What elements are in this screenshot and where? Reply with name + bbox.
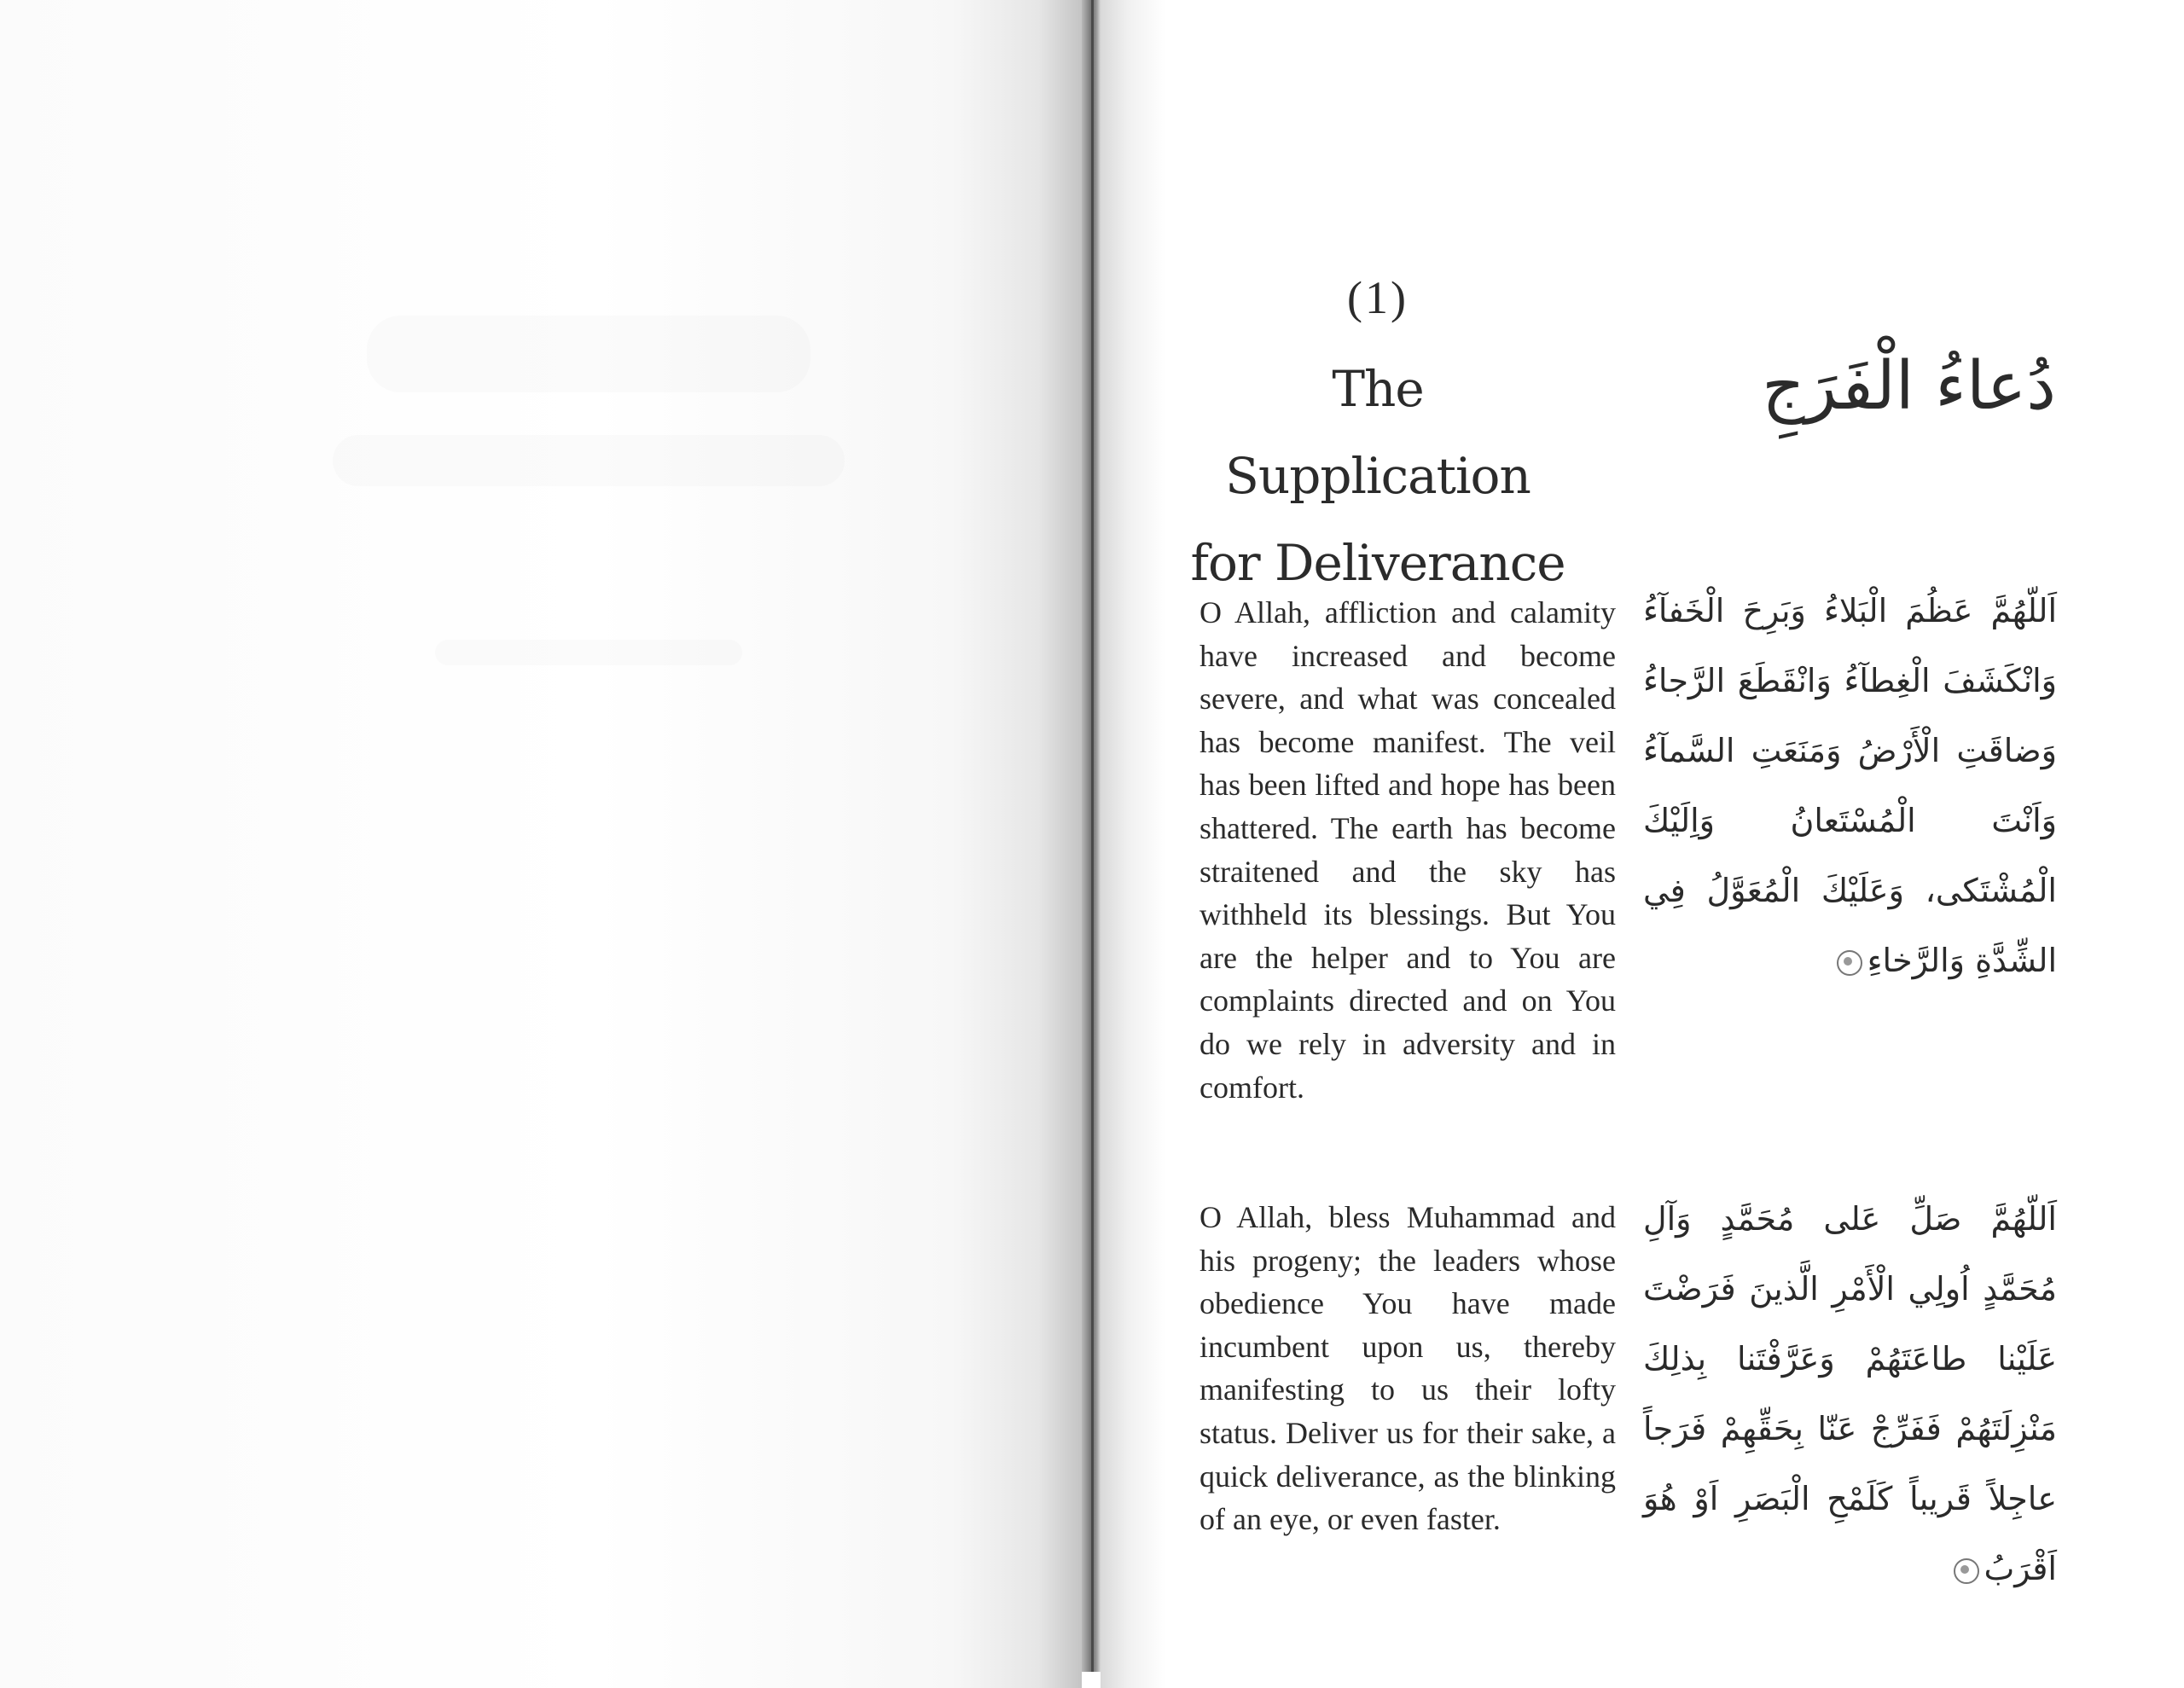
arabic-paragraph-2-text: اَللّهُمَّ صَلِّ عَلى مُحَمَّدٍ وَآلِ مُحَمَّدٍ اُولِي الْأَمْرِ الَّذينَ فَرَضْتَ عَلَيْنا طاعَتَهُمْ وَعَرَّفْتَنا بِذلِكَ مَنْزِلَتَهُمْ فَفَرِّجْ عَنّا بِحَقِّهِمْ فَرَجاً عاجِلاً قَريباً كَلَمْحِ الْبَصَرِ اَوْ هُوَ اَقْرَبُ	[1643, 1200, 2057, 1587]
title-english	[1182, 345, 1574, 606]
gutter-line	[1091, 0, 1094, 1672]
arabic-paragraph-2	[1643, 1184, 2057, 1604]
english-paragraph-2: O Allah, bless Muhammad and his progeny; the leaders whose obedience You have made incumbent upon us, thereby manifesting to us their lofty status. Deliver us for their sake, a quick deliverance, as the blinking of an eye, or even faster.	[1199, 1200, 1616, 1537]
title-arabic: دُعاءُ الْفَرَجِ	[1762, 348, 2056, 425]
title-english-line-2: for Deliverance	[1190, 534, 1565, 592]
right-page	[1101, 0, 2184, 1688]
title-english-line-1: The Supplication	[1225, 360, 1531, 505]
verse-end-icon	[1954, 1558, 1979, 1584]
arabic-paragraph-1-text: اَللّهُمَّ عَظُمَ الْبَلاءُ وَبَرِحَ الْخَفآءُ وَانْكَشَفَ الْغِطآءُ وَانْقَطَعَ الرَّجاءُ وَضاقَتِ الْأَرْضُ وَمَنَعَتِ السَّمآءُ وَاَنْتَ الْمُسْتَعانُ وَاِلَيْكَ الْمُشْتَكى، وَعَلَيْكَ الْمُعَوَّلُ فِي الشِّدَّةِ وَالرَّخاءِ	[1643, 592, 2057, 979]
arabic-paragraph-1	[1643, 576, 2057, 995]
supplication-number: (1)	[1347, 272, 1409, 323]
verse-end-icon	[1837, 950, 1862, 976]
left-page	[0, 0, 1082, 1688]
english-paragraph-1: O Allah, affliction and calamity have increased and become severe, and what was concealed has become manifest. The veil has been lifted and hope has been shattered. The earth has become straitened and the sky has withheld its blessings. But You are the helper and to You are complaints directed and on You do we rely in adversity and in comfort.	[1199, 595, 1616, 1105]
bleed-through-ghost	[333, 316, 862, 742]
